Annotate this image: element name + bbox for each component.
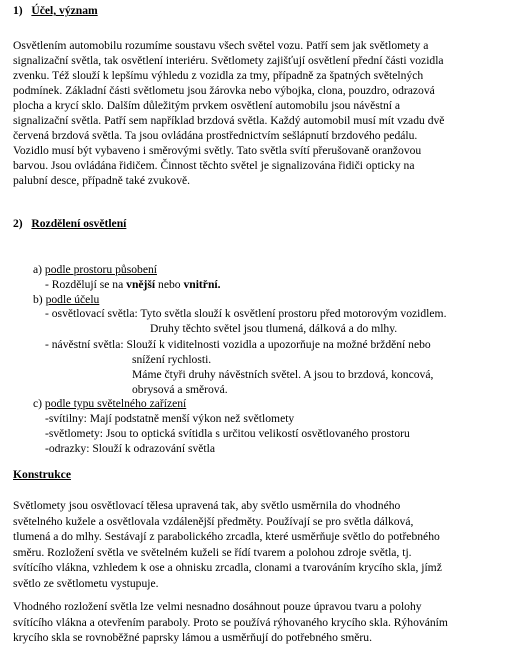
konstrukce-paragraph-1-line: směru. Rozložení světla ve světelném kuželi se řídí tvarem a polohou zdroje světla, tj. bbox=[13, 545, 412, 559]
konstrukce-paragraph-2-line: krycího skla se rovnoběžné paprsky lámou a usměrňují do potřebného směru. bbox=[13, 631, 372, 644]
a-detail-text: - Rozdělují se na bbox=[45, 278, 127, 291]
b-line-3: - návěstní světla: Slouží k viditelnosti vozidla a upozorňuje na možné brždění nebo bbox=[45, 338, 431, 351]
c-line-3: -odrazky: Slouží k odrazování světla bbox=[45, 442, 215, 455]
list-item-a-label: a) bbox=[33, 263, 43, 276]
b-line-5: Máme čtyři druhy návěstních světel. A jsou to brzdová, koncová, bbox=[132, 368, 434, 381]
a-detail-bold-vnitrni: vnitřní. bbox=[183, 278, 221, 291]
section-1-paragraph-line: podmínek. Základní části světlometu jsou žárovka nebo výbojka, clona, pouzdro, odrazová bbox=[13, 84, 435, 97]
list-item-c bbox=[33, 396, 186, 412]
konstrukce-paragraph-1-line: světlo ze světlometu vystupuje. bbox=[13, 576, 159, 590]
section-1-paragraph-line: Vozidlo musí být vybaveno i směrovými světly. Tato světla svítí přerušovaně oranžovou bbox=[13, 144, 422, 157]
a-detail-bold-vnejsi: vnější bbox=[126, 278, 156, 291]
konstrukce-paragraph-2-line: svítícího vlákna a otevřením paraboly. Proto se používá rýhovaného krycího skla. Rýhováním bbox=[13, 615, 448, 629]
list-item-b-label: b) bbox=[33, 293, 43, 306]
section-1-title: Účel, význam bbox=[31, 4, 98, 17]
konstrukce-paragraph-1-line: Světlomety jsou osvětlovací tělesa upravená tak, aby světlo usměrnila do vhodného bbox=[13, 499, 401, 512]
konstrukce-paragraph-2-line: Vhodného rozložení světla lze velmi nesnadno dosáhnout pouze úpravou tvaru a polohy bbox=[13, 600, 422, 613]
b-line-1: - osvětlovací světla: Tyto světla slouží k osvětlení prostoru před motorovým vozidlem. bbox=[45, 307, 447, 320]
section-2-heading bbox=[13, 216, 126, 232]
c-line-2: -světlomety: Jsou to optická svítidla s určitou velikostí osvětlovaného prostoru bbox=[45, 427, 410, 440]
section-2-number: 2) bbox=[13, 217, 23, 230]
section-1-paragraph-line: signalizační světla, tak osvětlení interiéru. Světlomety zajišťují osvětlení přední části vozidla bbox=[13, 54, 444, 67]
b-line-4: snížení rychlosti. bbox=[132, 353, 212, 366]
b-line-2: Druhy těchto světel jsou tlumená, dálková a do mlhy. bbox=[150, 322, 398, 335]
section-1-paragraph-line: palubní desce, případně také zvukově. bbox=[13, 174, 191, 187]
section-1-number: 1) bbox=[13, 4, 23, 17]
konstrukce-paragraph-1 bbox=[13, 498, 511, 591]
a-detail-mid: nebo bbox=[155, 278, 184, 291]
section-1-paragraph-line: Osvětlením automobilu rozumíme soustavu všech světel vozu. Patří sem jak světlomety a bbox=[13, 39, 429, 52]
list-item-c-label: c) bbox=[33, 397, 43, 410]
list-item-a bbox=[33, 262, 157, 278]
list-item-a-detail bbox=[45, 277, 221, 293]
konstrukce-heading: Konstrukce bbox=[13, 468, 71, 481]
list-item-b-title: podle účelu bbox=[45, 293, 100, 306]
section-2-title: Rozdělení osvětlení bbox=[31, 217, 127, 230]
konstrukce-paragraph-2 bbox=[13, 599, 511, 646]
section-1-paragraph bbox=[13, 38, 511, 188]
konstrukce-paragraph-1-line: světelného kužele a osvětlovala vzdálenější předměty. Používají se pro světla dálková, bbox=[13, 514, 414, 528]
section-1-paragraph-line: barvou. Jsou ovládána řidičem. Činnost těchto světel je signalizována řidiči opticky na bbox=[13, 159, 415, 172]
konstrukce-paragraph-1-line: svítícího vlákna, vzhledem k ose a ohnisku zrcadla, clonami a tvarováním krycího skla, jímž bbox=[13, 561, 442, 574]
b-line-6: obrysová a směrová. bbox=[132, 383, 228, 396]
section-1-paragraph-line: červená brzdová světla. Ta jsou ovládána prostřednictvím sešlápnutí brzdového pedálu. bbox=[13, 129, 418, 142]
konstrukce-paragraph-1-line: tlumená a do mlhy. Sestávají z parabolického zrcadla, které usměrňuje světlo do potřebného bbox=[13, 530, 440, 543]
list-item-c-title: podle typu světelného zařízení bbox=[44, 397, 187, 410]
c-line-1: -svítilny: Mají podstatně menší výkon než světlomety bbox=[45, 412, 295, 425]
list-item-a-title: podle prostoru působení bbox=[44, 263, 157, 276]
section-1-paragraph-line: signalizační světla. Patří sem například brzdová světla. Každý automobil musí mít vzadu dvě bbox=[13, 114, 445, 127]
section-1-paragraph-line: zvenku. Též slouží k lepšímu výhledu z vozidla za tmy, případně za špatných světelných bbox=[13, 69, 424, 82]
section-1-heading bbox=[13, 3, 98, 19]
section-1-paragraph-line: plocha a krycí sklo. Dalším důležitým prvkem osvětlení automobilu jsou návěstní a bbox=[13, 99, 401, 112]
